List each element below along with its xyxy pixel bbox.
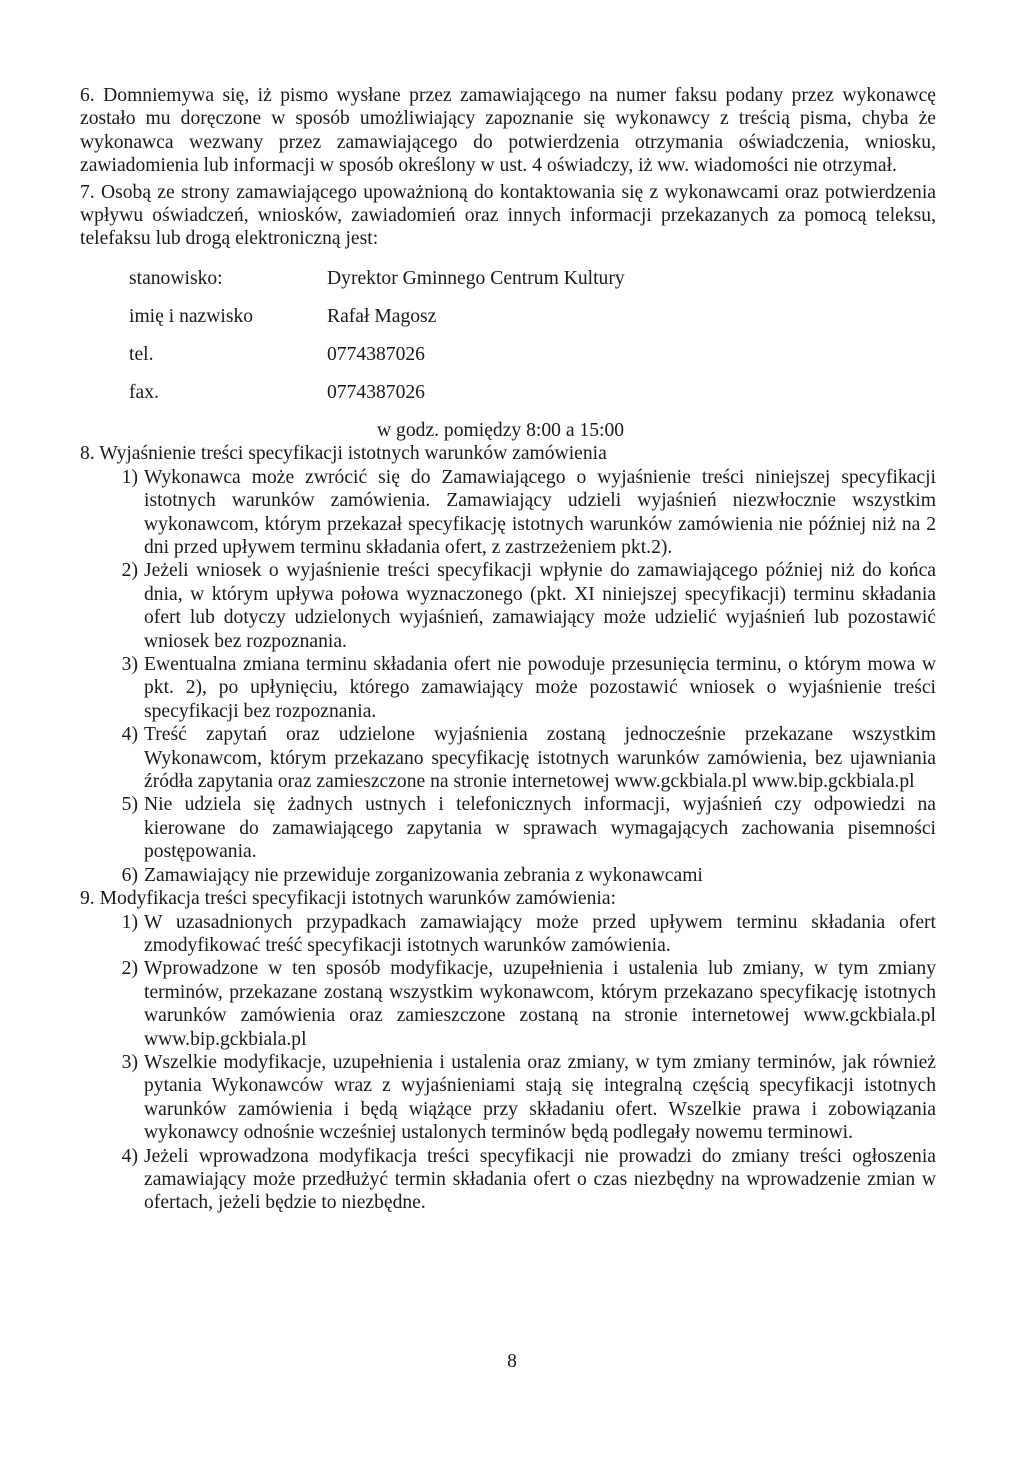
item-number: 1) (121, 466, 138, 488)
list-item (80, 466, 936, 560)
contact-label: imię i nazwisko (129, 305, 254, 327)
page-number: 8 (507, 1351, 517, 1372)
item-number: 6) (121, 864, 138, 886)
item-text: Nie udziela się żadnych ustnych i telefonicznych informacji, wyjaśnień czy odpowiedzi na kierowane do zamawiającego zapytania w sprawach wymagających zachowania pisemności postępowania. (144, 794, 936, 863)
item-number: 3) (121, 654, 138, 676)
item-number: 2) (121, 958, 138, 980)
section-7 (80, 181, 936, 443)
office-hours: w godz. pomiędzy 8:00 a 15:00 (377, 419, 625, 441)
list-item (80, 957, 936, 1051)
section-8-list (80, 466, 936, 887)
contact-value: Dyrektor Gminnego Centrum Kultury (327, 267, 625, 289)
section-9-heading (80, 887, 936, 910)
item-text: Ewentualna zmiana terminu składania ofert nie powoduje przesunięcia terminu, o którym mowa w pkt. 2), po upłynięciu, którego zamawiający może pozostawić wniosek o wyjaśnienie treści specyfikacji bez rozpoznania. (144, 654, 936, 722)
list-item (80, 1145, 936, 1215)
document-page (80, 84, 936, 1215)
contact-label: tel. (129, 343, 154, 365)
contact-label: fax. (129, 381, 159, 403)
list-item (80, 911, 936, 958)
item-text: Wprowadzone w ten sposób modyfikacje, uzupełnienia i ustalenia lub zmiany, w tym zmiany terminów, przekazane zostaną wszystkim wykonawcom, którym przekazano specyfikację istotnych warunków zamówienia oraz zamieszczone zostaną na stronie internetowej www.gckbiala.pl www.bip.gckbiala.pl (144, 958, 936, 1050)
item-text: Wykonawca może zwrócić się do Zamawiającego o wyjaśnienie treści niniejszej specyfikacji istotnych warunków zamówienia. Zamawiający udzieli wyjaśnień niezwłocznie wszystkim wykonawcom, którym przekazał specyfikację istotnych warunków zamówienia nie później niż na 2 dni przed upływem terminu składania ofert, z zastrzeżeniem pkt.2). (144, 466, 936, 558)
section-8-heading (80, 442, 936, 465)
item-text: Jeżeli wniosek o wyjaśnienie treści specyfikacji wpłynie do zamawiającego później niż do końca dnia, w którym upływa połowa wyznaczonego (pkt. XI niniejszej specyfikacji) terminu składania ofert lub dotyczy udzielonych wyjaśnień, zamawiający może udzielić wyjaśnień lub pozostawić wniosek bez rozpoznania. (144, 560, 936, 652)
section-number: 9. (80, 888, 95, 910)
list-item (80, 723, 936, 793)
list-item (80, 559, 936, 653)
contact-value: Rafał Magosz (327, 305, 437, 327)
section-title: Modyfikacja treści specyfikacji istotnych warunków zamówienia: (99, 888, 616, 910)
list-item (80, 864, 936, 887)
contact-row-phone (129, 343, 936, 366)
item-text: Jeżeli wprowadzona modyfikacja treści specyfikacji nie prowadzi do zmiany treści ogłoszenia zamawiający może przedłużyć termin składania ofert o czas niezbędny na wprowadzenie zmian w ofertach, jeżeli będzie to niezbędne. (144, 1145, 936, 1214)
contact-label: stanowisko: (129, 267, 223, 289)
contact-row-name (129, 305, 936, 328)
item-text: Wszelkie modyfikacje, uzupełnienia i ustalenia oraz zmiany, w tym zmiany terminów, jak również pytania Wykonawców wraz z wyjaśnieniami stają się integralną częścią specyfikacji istotnych warunków zamówienia i będą wiążące przy składaniu ofert. Wszelkie prawa i zobowiązania wykonawcy odnośnie wcześniej ustalonych terminów będą podlegały nowemu terminowi. (144, 1051, 936, 1144)
section-7-paragraph: 7. Osobą ze strony zamawiającego upoważnioną do kontaktowania się z wykonawcami oraz potwierdzenia wpływu oświadczeń, wniosków, zawiadomień oraz innych informacji przekazanych za pomocą teleksu, telefaksu lub drogą elektroniczną jest: (80, 181, 936, 250)
section-6-paragraph: 6. Domniemywa się, iż pismo wysłane przez zamawiającego na numer faksu podany przez wykonawcę zostało mu doręczone w sposób umożliwiający zapoznanie się wykonawcy z treścią pisma, chyba że wykonawca wezwany przez zamawiającego do potwierdzenia otrzymania oświadczenia, wniosku, zawiadomienia lub informacji w sposób określony w ust. 4 oświadczy, iż ww. wiadomości nie otrzymał. (80, 85, 936, 177)
contact-value: 0774387026 (327, 343, 425, 365)
list-item (80, 653, 936, 723)
list-item (80, 1051, 936, 1145)
section-8 (80, 442, 936, 887)
item-number: 2) (121, 560, 138, 582)
contact-row-position (129, 267, 936, 290)
item-text: Zamawiający nie przewiduje zorganizowania zebrania z wykonawcami (144, 864, 703, 886)
section-9-list (80, 911, 936, 1215)
item-number: 4) (121, 724, 138, 746)
section-title: Wyjaśnienie treści specyfikacji istotnych warunków zamówienia (99, 443, 607, 465)
item-number: 4) (121, 1145, 138, 1167)
item-number: 3) (121, 1051, 138, 1073)
contact-row-fax (129, 381, 936, 404)
item-number: 5) (121, 794, 138, 816)
section-9 (80, 887, 936, 1215)
item-number: 1) (121, 911, 138, 933)
section-number: 8. (80, 443, 95, 465)
contact-value: 0774387026 (327, 381, 425, 403)
list-item (80, 793, 936, 863)
item-text: W uzasadnionych przypadkach zamawiający może przed upływem terminu składania ofert zmodyfikować treść specyfikacji istotnych warunków zamówienia. (144, 911, 936, 956)
contact-details (129, 267, 936, 443)
item-text: Treść zapytań oraz udzielone wyjaśnienia zostaną jednocześnie przekazane wszystkim Wykonawcom, którym przekazano specyfikację istotnych warunków zamówienia, bez ujawniania źródła zapytania oraz zamieszczone na stronie internetowej www.gckbiala.pl www.bip.gckbiala.pl (144, 724, 936, 793)
